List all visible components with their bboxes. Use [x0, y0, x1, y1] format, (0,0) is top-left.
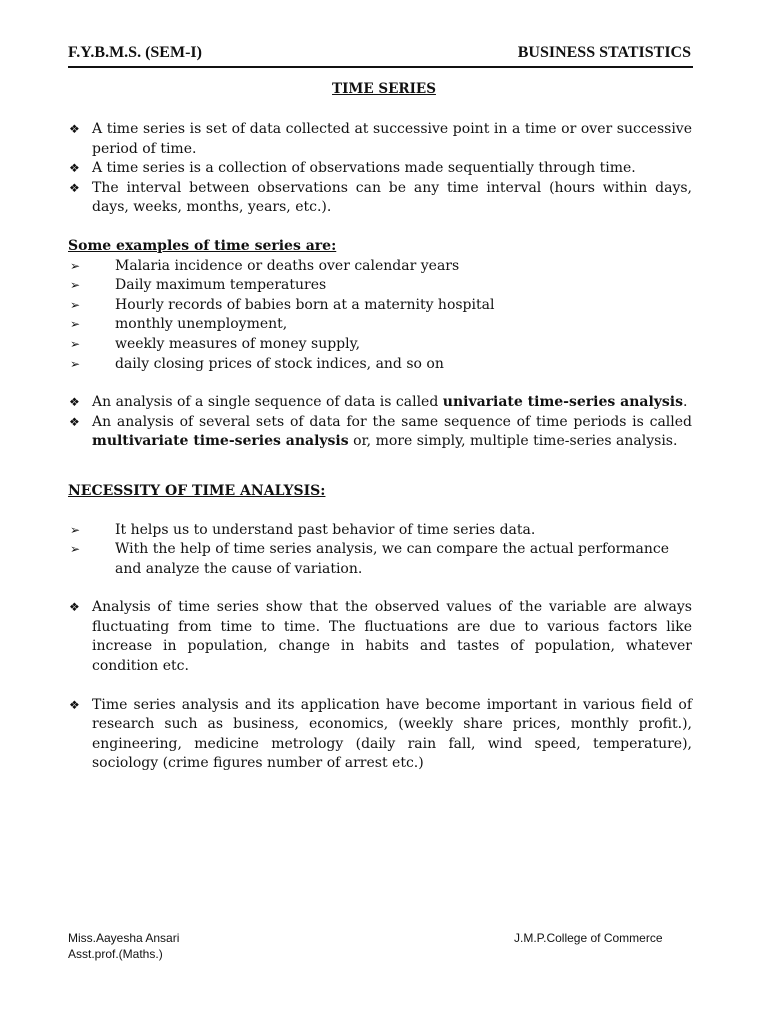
diamond-bullet-icon: ❖	[69, 122, 80, 136]
page-footer	[68, 930, 688, 962]
example-item: ➢ Malaria incidence or deaths over calendar years	[68, 257, 692, 277]
diamond-bullet-icon: ❖	[69, 600, 80, 615]
diamond-bullet-icon: ❖	[69, 395, 80, 410]
college-name: J.M.P.College of Commerce	[514, 931, 663, 945]
bullet-text: The interval between observations can be any time interval (hours within days, days, weeks, months, years, etc.).	[92, 179, 692, 216]
examples-heading: Some examples of time series are:	[68, 237, 337, 254]
diamond-bullet-icon: ❖	[69, 161, 80, 176]
intro-bullet	[68, 179, 692, 218]
example-item: ➢ Daily maximum temperatures	[68, 276, 692, 296]
arrowhead-bullet-icon: ➢	[70, 258, 81, 273]
application-paragraph: ❖ Time series analysis and its application have become important in various field of research such as business, economics, (weekly share prices, monthly profit.), engineering, medicine metrology (daily rain fall, wind speed, temperature), sociology (crime figures number of arrest etc.)	[69, 696, 692, 772]
example-item: ➢ Hourly records of babies born at a maternity hospital	[68, 296, 692, 316]
arrowhead-bullet-icon: ➢	[70, 522, 81, 537]
multivariate-bullet: ❖ An analysis of several sets of data for the same sequence of time periods is called multivariate time-series analysis or, more simply, multiple time-series analysis.	[69, 413, 692, 450]
univariate-bullet: ❖ An analysis of a single sequence of data is called univariate time-series analysis.	[68, 393, 692, 413]
bullet-text: A time series is a collection of observations made sequentially through time.	[92, 160, 636, 177]
document-body	[68, 120, 692, 774]
arrowhead-bullet-icon: ➢	[70, 336, 81, 351]
necessity-item: ➢ It helps us to understand past behavior of time series data.	[68, 521, 692, 541]
arrowhead-bullet-icon: ➢	[70, 317, 81, 332]
arrowhead-bullet-icon: ➢	[70, 356, 81, 371]
arrowhead-bullet-icon: ➢	[70, 542, 81, 557]
course-label: F.Y.B.M.S. (SEM-I)	[68, 44, 202, 61]
fluctuation-paragraph: ❖ Analysis of time series show that the observed values of the variable are always fluctuating from time to time. The fluctuations are due to various factors like increase in population, change in habits and tastes of population, whatever condition etc.	[69, 599, 692, 675]
necessity-heading: NECESSITY OF TIME ANALYSIS:	[68, 482, 326, 499]
necessity-item: ➢ With the help of time series analysis, we can compare the actual performance and analyze the cause of variation.	[70, 541, 670, 577]
page-header	[68, 42, 693, 68]
diamond-bullet-icon: ❖	[69, 180, 80, 195]
multivariate-term: multivariate time-series analysis	[92, 433, 349, 450]
arrowhead-bullet-icon: ➢	[70, 297, 81, 312]
page-title: TIME SERIES	[332, 81, 436, 97]
univariate-term: univariate time-series analysis	[442, 394, 683, 411]
arrowhead-bullet-icon: ➢	[70, 278, 81, 293]
bullet-text: A time series is set of data collected at successive point in a time or over successive period of time.	[92, 121, 692, 157]
diamond-bullet-icon: ❖	[69, 697, 80, 712]
example-item: ➢ daily closing prices of stock indices, and so on	[68, 355, 692, 375]
example-item: ➢ monthly unemployment,	[68, 315, 692, 335]
author-designation: Asst.prof.(Maths.)	[68, 947, 163, 961]
example-item: ➢ weekly measures of money supply,	[68, 335, 692, 355]
intro-bullet	[68, 120, 692, 159]
subject-label: BUSINESS STATISTICS	[517, 44, 691, 61]
intro-bullet	[68, 159, 692, 179]
author-name: Miss.Aayesha Ansari	[68, 931, 180, 945]
diamond-bullet-icon: ❖	[69, 414, 80, 429]
